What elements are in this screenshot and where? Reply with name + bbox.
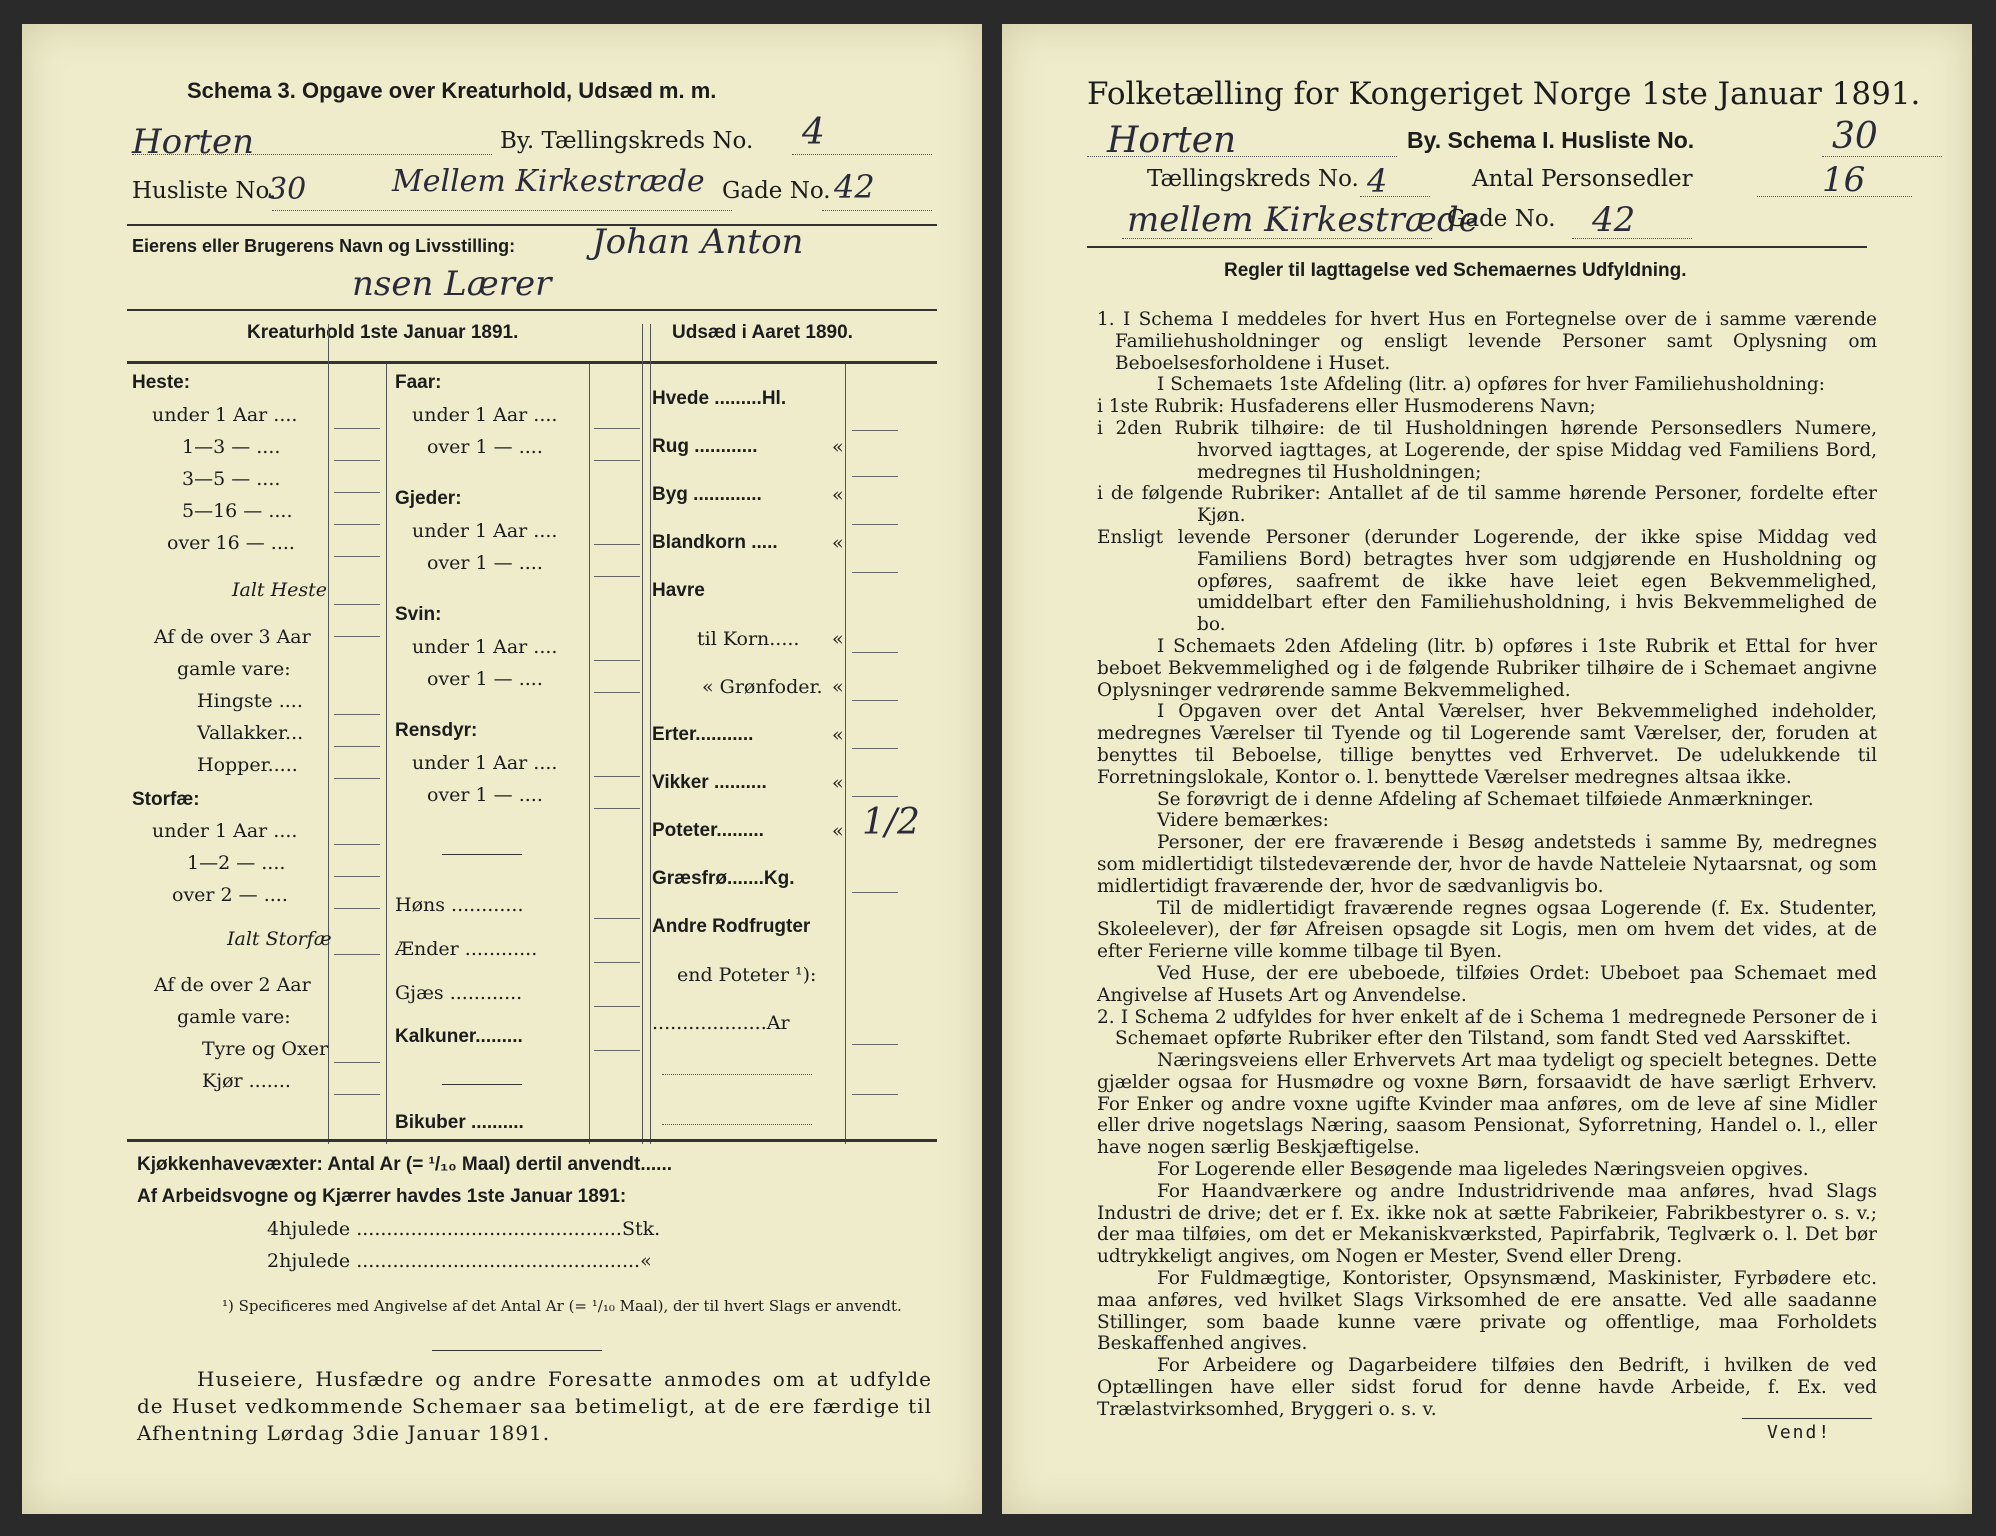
by-value: Horten [1107, 120, 1237, 161]
rule-p: For Arbeidere og Dagarbeidere tilføies den Bedrift, i hvilken de ved Optællingen have eller sidst forud for denne havde Arbeide, f. Ex. ved Trælastvirksomhed, Bryggeri o. s. v. [1097, 1355, 1877, 1420]
antal-value: 16 [1822, 160, 1866, 200]
poteter-value: 1/2 [862, 802, 920, 843]
kreds-label: Tællingskreds No. [1147, 166, 1359, 192]
aender: Ænder ............ [395, 938, 538, 960]
rules-title: Regler til Iagttagelse ved Schemaernes Udfyldning. [1224, 260, 1687, 281]
ditto-mark: « [832, 772, 844, 794]
rule-p: i 2den Rubrik tilhøire: de til Husholdningen hørende Personsedlers Numere, hvorved iagttages, at Logerende, der spise Middag ved Familiens Bord, medregnes til Husholdningen; [1097, 417, 1877, 483]
rule-p: Ved Huse, der ere ubeboede, tilføies Ordet: Ubeboet paa Schemaet med Angivelse af Husets Art og Anvendelse. [1097, 962, 1877, 1006]
rule-p: i 1ste Rubrik: Husfaderens eller Husmoderens Navn; [1097, 396, 1596, 418]
gamle-vare: gamle vare: [177, 658, 291, 680]
rule-p: I Schemaets 1ste Afdeling (litr. a) opføres for hver Familiehusholdning: [1157, 374, 1825, 396]
heste-row: under 1 Aar .... [152, 404, 298, 426]
ialt-heste: Ialt Heste [232, 579, 328, 601]
rensdyr-label: Rensdyr: [395, 720, 478, 741]
af-over2: Af de over 2 Aar [154, 974, 311, 996]
rule-p: Personer, der ere fraværende i Besøg andetsteds i samme By, medregnes som midlertidigt tilstedeværende der, hvor de havde Natteleie Nytaarsnat, og som midlertidigt fraværende der, hvor de sædvanligvis bo. [1097, 832, 1877, 897]
heste-row: 1—3 — .... [182, 436, 281, 458]
rule-p: Videre bemærkes: [1157, 810, 1329, 832]
rule-p: Ensligt levende Personer (derunder Logerende, der ikke spise Middag ved Familiens Bord) betragtes hver som udgjørende en Husholdning og opføres, saafremt de ikke have leiet egen Bekvemmelighed, umiddelbart efter den Familiehusholdning, i hvis Bekvemmelighed de bo. [1097, 526, 1877, 636]
poteter: Poteter......... [652, 820, 764, 841]
heste-row: over 16 — .... [167, 532, 295, 554]
owner-label: Eierens eller Brugerens Navn og Livsstilling: [132, 236, 516, 256]
rensdyr-row: over 1 — .... [427, 784, 543, 806]
owner-value-2: nsen Lærer [352, 264, 552, 304]
havre: Havre [652, 580, 705, 601]
to-hjulede: 2hjulede ...............................................« [267, 1250, 652, 1272]
ditto-mark: « [832, 676, 844, 698]
kjor: Kjør ....... [202, 1070, 291, 1092]
ditto-mark: « [832, 532, 844, 554]
rule-p: 1. I Schema I meddeles for hvert Hus en Fortegnelse over de i samme værende Familiehusholdninger og ensligt levende Personer samt Oplysning om Beboelsesforholdene i Huset. [1097, 309, 1877, 374]
census-title: Folketælling for Kongeriget Norge 1ste Januar 1891. [1087, 76, 1921, 112]
gade-label: Gade No. [1447, 206, 1556, 232]
ditto-mark: « [832, 484, 844, 506]
gjeder-label: Gjeder: [395, 488, 462, 509]
gronfoder: « Grønfoder. [702, 676, 823, 698]
gade-label: Gade No. [722, 178, 831, 204]
rug: Rug ............ [652, 436, 758, 457]
left-page [22, 24, 982, 1514]
heste-label: Heste: [132, 372, 191, 393]
schema3-title: Schema 3. Opgave over Kreaturhold, Udsæd m. m. [187, 78, 717, 103]
husliste-label: Husliste No. [132, 178, 277, 204]
rules-text [1097, 309, 1877, 1421]
antal-label: Antal Personsedler [1472, 166, 1693, 192]
kreaturhold-header: Kreaturhold 1ste Januar 1891. [247, 322, 519, 343]
gjeder-row: under 1 Aar .... [412, 520, 558, 542]
byg: Byg ............. [652, 484, 762, 505]
owner-value-1: Johan Anton [592, 222, 804, 262]
vend-label: Vend! [1767, 1422, 1832, 1443]
gade-value: 42 [1592, 200, 1636, 240]
kreds-value: 4 [802, 112, 825, 153]
heste-row: 5—16 — .... [182, 500, 293, 522]
gamle-vare-2: gamle vare: [177, 1006, 291, 1028]
closing-note: Huseiere, Husfædre og andre Foresatte anmodes om at udfylde de Huset vedkommende Schemaer saa betimeligt, at de ere færdige til Afhentning Lørdag 3die Januar 1891. [137, 1367, 932, 1445]
faar-row: under 1 Aar .... [412, 404, 558, 426]
rule-p: 2. I Schema 2 udfyldes for hver enkelt af de i Schema 1 medregnede Personer de i Schemaet opførte Rubriker efter den Tilstand, som fandt Sted ved Aarsskiftet. [1097, 1006, 1877, 1050]
rule-p: i de følgende Rubriker: Antallet af de til samme hørende Personer, fordelte efter Kjøn. [1097, 483, 1877, 527]
graesfro: Græsfrø.......Kg. [652, 868, 795, 889]
end-poteter: end Poteter ¹): [677, 964, 817, 986]
kjokkenhave: Kjøkkenhavevæxter: Antal Ar (= ¹/₁₀ Maal) dertil anvendt...... [137, 1154, 673, 1175]
rule-p: I Opgaven over det Antal Værelser, hver Bekvemmelighed indeholder, medregnes Værelser til Tyende og til Logerende samt Værelser, der, foruden at benyttes til Beboelse, tillige benyttes ved Erhvervet. De udelukkende til Forretningslokale, Kontor o. l. benyttede Værelser medregnes altsaa ikke. [1097, 701, 1877, 788]
by-label: By. Tællingskreds No. [500, 128, 754, 154]
storfae-row: 1—2 — .... [187, 852, 286, 874]
footnote: ¹) Specificeres med Angivelse af det Antal Ar (= ¹/₁₀ Maal), der til hvert Slags er anvendt. [222, 1297, 902, 1315]
svin-row: over 1 — .... [427, 668, 543, 690]
rule-p: For Logerende eller Besøgende maa ligeledes Næringsveien opgives. [1157, 1159, 1809, 1181]
blandkorn: Blandkorn ..... [652, 532, 778, 553]
rule-p: For Haandværkere og andre Industridrivende maa anføres, hvad Slags Industri de drive; det er f. Ex. ikke nok at sætte Fabrikeier, Fabrikbestyrer o. s. v.; der maa tilføies, om det er Mekaniskværksted, Papirfabrik, Teglværk o. l. Det bør udtrykkeligt angives, om Nogen er Mester, Svend eller Dreng. [1097, 1180, 1877, 1268]
hvede: Hvede .........Hl. [652, 388, 787, 409]
ialt-storfae: Ialt Storfæ [227, 928, 332, 950]
ditto-mark: « [832, 820, 844, 842]
hons: Høns ............ [395, 894, 524, 916]
husliste-value: 30 [268, 172, 307, 207]
erter: Erter........... [652, 724, 754, 745]
tyre-og-oxer: Tyre og Oxer [202, 1038, 329, 1060]
gade-street: Mellem Kirkestræde [392, 164, 705, 199]
storfae-row: under 1 Aar .... [152, 820, 298, 842]
hingste: Hingste .... [197, 690, 303, 712]
rensdyr-row: under 1 Aar .... [412, 752, 558, 774]
kalkuner: Kalkuner......... [395, 1026, 523, 1047]
rule-p: Næringsveiens eller Erhvervets Art maa tydeligt og specielt betegnes. Dette gjælder ogsaa for Husmødre og voxne Børn, forsaavidt de have særligt Erhverv. For Enker og andre voxne ugifte Kvinder maa anføres, om de leve af sine Midler eller drive nogetslags Næring, saasom Pensionat, Syforretning, Handel o. l., eller have nogen særlig Beskjæftigelse. [1097, 1050, 1877, 1159]
faar-row: over 1 — .... [427, 436, 543, 458]
bikuber: Bikuber .......... [395, 1112, 524, 1133]
af-over3: Af de over 3 Aar [154, 626, 311, 648]
ditto-mark: « [832, 724, 844, 746]
gade-value: 42 [834, 168, 875, 206]
street-value: mellem Kirkestræde [1127, 200, 1479, 240]
heste-row: 3—5 — .... [182, 468, 281, 490]
arbeidsvogne: Af Arbeidsvogne og Kjærrer havdes 1ste Januar 1891: [137, 1186, 627, 1207]
storfae-label: Storfæ: [132, 789, 200, 810]
ditto-mark: « [832, 436, 844, 458]
hopper: Hopper..... [197, 754, 298, 776]
by-label: By. Schema I. Husliste No. [1407, 127, 1695, 153]
vikker: Vikker .......... [652, 772, 767, 793]
gjaes: Gjæs ............ [395, 982, 523, 1004]
ditto-mark: « [832, 628, 844, 650]
rule-p: Se forøvrigt de i denne Afdeling af Schemaet tilføiede Anmærkninger. [1157, 788, 1814, 810]
svin-row: under 1 Aar .... [412, 636, 558, 658]
andre-rodfrugter: Andre Rodfrugter [652, 916, 811, 937]
til-korn: til Korn..... [697, 628, 800, 650]
rule-p: I Schemaets 2den Afdeling (litr. b) opføres i 1ste Rubrik et Ettal for hver beboet Bekvemmelighed og i de følgende Rubriker tilhøire de i Schemaet angivne Oplysninger vedrørende samme Bekvemmelighed. [1097, 635, 1877, 701]
udsaed-header: Udsæd i Aaret 1890. [672, 322, 853, 343]
svin-label: Svin: [395, 604, 442, 625]
gjeder-row: over 1 — .... [427, 552, 543, 574]
husliste-value: 30 [1832, 116, 1878, 157]
by-value: Horten [132, 122, 255, 162]
storfae-row: over 2 — .... [172, 884, 288, 906]
faar-label: Faar: [395, 372, 442, 393]
rule-p: For Fuldmægtige, Kontorister, Opsynsmænd, Maskinister, Fyrbødere etc. maa anføres, ved hvilket Slags Virksomhed de ere ansatte. Ved alle saadanne Stillinger, som baade kunne være private og offentlige, maa Forholdets Beskaffenhed angives. [1097, 1268, 1877, 1355]
ar-line: ...................Ar [652, 1012, 790, 1034]
rule-p: Til de midlertidigt fraværende regnes ogsaa Logerende (f. Ex. Studenter, Skoleelever), der før Afreisen opsagde sit Logis, men om hvem det vides, at de efter Ferierne ville komme tilbage til Byen. [1097, 897, 1877, 963]
vallakker: Vallakker... [197, 722, 304, 744]
right-page [1002, 24, 1972, 1514]
kreds-value: 4 [1367, 162, 1388, 200]
fire-hjulede: 4hjulede ............................................Stk. [267, 1218, 661, 1240]
